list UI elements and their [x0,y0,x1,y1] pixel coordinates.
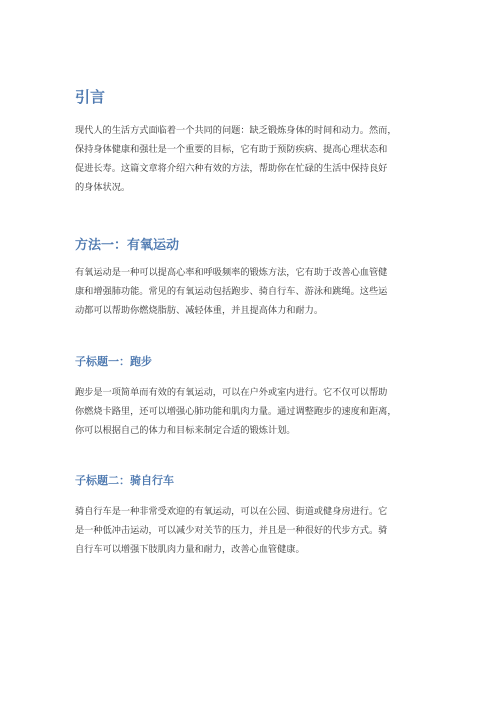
running-line: 你可以根据自己的体力和目标来制定合适的锻炼计划。 [75,425,296,436]
subheading-cycling: 子标题二：骑自行车 [75,474,174,487]
method1-heading: 方法一：有氧运动 [75,238,180,253]
method1-line: 康和增强肺功能。常见的有氧运动包括跑步、骑自行车、游泳和跳绳。这些运 [75,286,388,297]
method1-paragraph [75,263,435,320]
cycling-paragraph [75,502,435,559]
method1-line: 动都可以帮助你燃烧脂肪、减轻体重，并且提高体力和耐力。 [75,305,324,316]
method1-line: 有氧运动是一种可以提高心率和呼吸频率的锻炼方法，它有助于改善心血管健 [75,267,388,278]
cycling-line: 是一种低冲击运动，可以减少对关节的压力，并且是一种很好的代步方式。骑 [75,525,388,536]
subheading-running: 子标题一：跑步 [75,355,152,368]
intro-line: 的身体状况。 [75,182,131,193]
intro-paragraph [75,121,435,197]
intro-line: 现代人的生活方式面临着一个共同的问题：缺乏锻炼身体的时间和动力。然而， [75,125,397,136]
cycling-line: 骑自行车是一种非常受欢迎的有氧运动，可以在公园、街道或健身房进行。它 [75,506,388,517]
running-line: 跑步是一项简单而有效的有氧运动，可以在户外或室内进行。它不仅可以帮助 [75,387,388,398]
intro-heading: 引言 [75,88,106,106]
running-paragraph [75,383,435,440]
cycling-line: 自行车可以增强下肢肌肉力量和耐力，改善心血管健康。 [75,544,305,555]
intro-line: 促进长寿。这篇文章将介绍六种有效的方法，帮助你在忙碌的生活中保持良好 [75,163,388,174]
intro-line: 保持身体健康和强壮是一个重要的目标，它有助于预防疾病、提高心理状态和 [75,144,388,155]
running-line: 你燃烧卡路里，还可以增强心肺功能和肌肉力量。通过调整跑步的速度和距离， [75,406,397,417]
